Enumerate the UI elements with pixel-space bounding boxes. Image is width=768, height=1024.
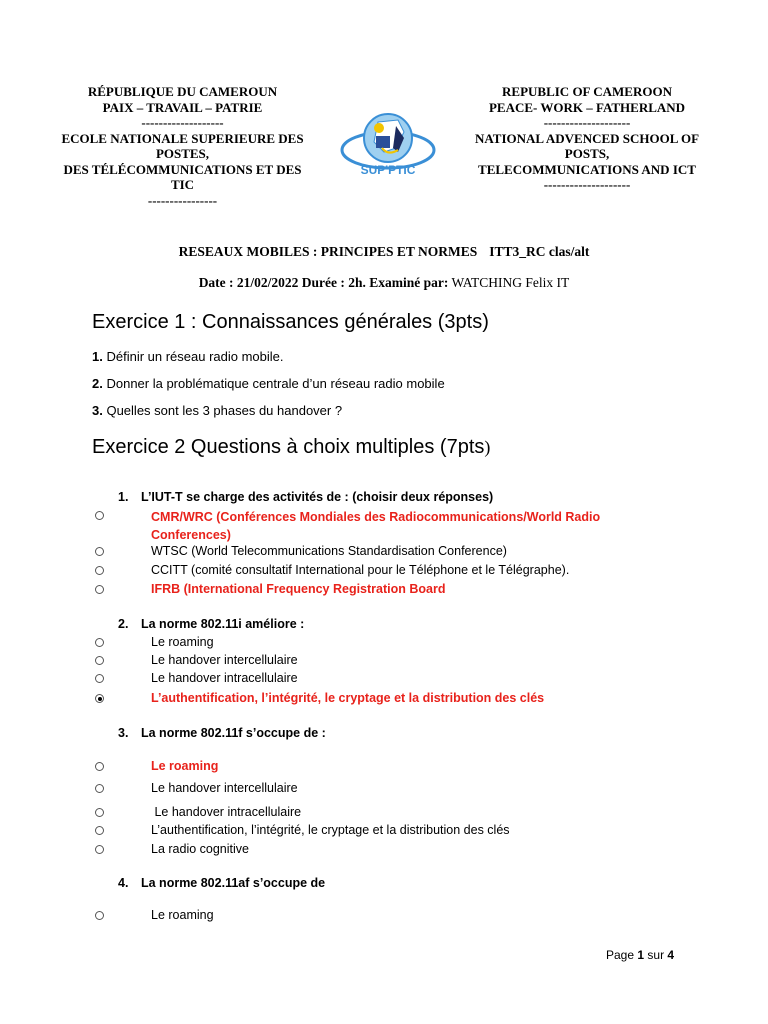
radio-button[interactable]	[95, 845, 104, 854]
course-title-line	[0, 244, 768, 260]
option-text: Le roaming	[151, 908, 214, 922]
radio-button[interactable]	[95, 585, 104, 594]
question-number: 4.	[118, 876, 129, 890]
radio-button[interactable]	[95, 511, 104, 520]
course-code: ITT3_RC clas/alt	[489, 244, 590, 259]
radio-button[interactable]	[95, 808, 104, 817]
question-number: 1.	[92, 349, 103, 364]
school-logo	[338, 108, 438, 182]
header-left-line: TIC	[170, 177, 195, 192]
page-total: 4	[667, 948, 675, 962]
course-title: RESEAUX MOBILES : PRINCIPES ET NORMES	[178, 244, 478, 259]
header-right-line: PEACE- WORK – FATHERLAND	[488, 99, 686, 115]
option-text: IFRB (International Frequency Registration Board	[151, 582, 446, 596]
option-text: La radio cognitive	[151, 842, 249, 856]
header-right-line: POSTS,	[564, 146, 610, 161]
header-right-line: REPUBLIC OF CAMEROON	[502, 84, 672, 99]
option-text: CCITT (comité consultatif International pour le Téléphone et le Télégraphe).	[151, 563, 570, 577]
question-text: Donner la problématique centrale d’un réseau radio mobile	[106, 376, 445, 391]
radio-button[interactable]	[95, 638, 104, 647]
header-left-line: POSTES,	[155, 146, 210, 161]
option-text: Le handover intercellulaire	[151, 653, 298, 667]
school-logo-icon	[338, 108, 438, 182]
question-number: 2.	[92, 376, 103, 391]
question-number: 2.	[118, 617, 129, 631]
question-text: La norme 802.11f s’occupe de :	[141, 726, 326, 740]
exercise1-question	[92, 349, 284, 364]
header-left-separator: -------------------	[141, 115, 224, 130]
page-current: 1	[637, 948, 645, 962]
exercise1-title: Exercice 1 : Connaissances générales (3pts)	[92, 311, 489, 333]
radio-button[interactable]	[95, 547, 104, 556]
header-right-line: TELECOMMUNICATIONS AND ICT	[478, 161, 696, 177]
option-text: Le handover intercellulaire	[151, 781, 298, 795]
exercise1-question	[92, 403, 342, 418]
question-text: L’IUT-T se charge des activités de : (choisir deux réponses)	[141, 490, 494, 504]
option-text: L’authentification, l’intégrité, le cryptage et la distribution des clés	[151, 823, 510, 837]
exercise2-title	[92, 436, 490, 459]
radio-button[interactable]	[95, 566, 104, 575]
question-text: Quelles sont les 3 phases du handover ?	[106, 403, 343, 418]
option-text: CMR/WRC (Conférences Mondiales des Radiocommunications/World Radio Conferences)	[151, 510, 601, 542]
page-footer	[606, 948, 674, 962]
question-text: Définir un réseau radio mobile.	[106, 349, 284, 364]
mcq-question	[118, 490, 493, 504]
question-number: 3.	[118, 726, 129, 740]
header-left-line: PAIX – TRAVAIL – PATRIE	[102, 99, 263, 115]
header-right-separator: --------------------	[543, 115, 631, 130]
option-text: WTSC (World Telecommunications Standardisation Conference)	[151, 544, 507, 558]
question-number: 3.	[92, 403, 103, 418]
radio-button[interactable]	[95, 762, 104, 771]
radio-button-selected[interactable]	[95, 694, 104, 703]
exam-info-line	[0, 275, 768, 291]
option-text: Le handover intracellulaire	[151, 805, 302, 819]
header-left-line: DES TÉLÉCOMMUNICATIONS ET DES	[63, 161, 302, 177]
mcq-question	[118, 876, 325, 890]
header-right-line: NATIONAL ADVENCED SCHOOL OF	[474, 130, 700, 146]
option-text: Le roaming	[151, 635, 214, 649]
option-text: Le roaming	[151, 759, 219, 773]
header-right	[452, 84, 722, 193]
radio-button[interactable]	[95, 784, 104, 793]
exercise2-title-text: Exercice 2 Questions à choix multiples (7pts	[92, 436, 485, 458]
radio-button[interactable]	[95, 674, 104, 683]
question-number: 1.	[118, 490, 129, 504]
header-left-line: ECOLE NATIONALE SUPERIEURE DES	[61, 130, 304, 146]
mcq-question	[118, 726, 326, 740]
radio-button[interactable]	[95, 911, 104, 920]
page-label: Page	[606, 948, 635, 962]
option-text: Le handover intracellulaire	[151, 671, 298, 685]
header-right-separator: --------------------	[543, 177, 631, 192]
header-left-separator: ----------------	[147, 192, 218, 208]
header-left-line: RÉPUBLIQUE DU CAMEROUN	[87, 84, 278, 99]
page-of-label: sur	[647, 948, 665, 962]
question-text: La norme 802.11af s’occupe de	[141, 876, 326, 890]
examiner-name: WATCHING Felix IT	[451, 275, 570, 290]
exam-date-label: Date : 21/02/2022 Durée : 2h. Examiné par:	[198, 275, 449, 290]
exercise1-question	[92, 376, 445, 391]
exercise2-title-paren: )	[484, 437, 491, 457]
option-text: L’authentification, l’intégrité, le cryptage et la distribution des clés	[151, 691, 545, 705]
mcq-question	[118, 617, 304, 631]
radio-button[interactable]	[95, 656, 104, 665]
logo-text: SUP'PTIC	[360, 163, 416, 177]
header-left	[40, 84, 325, 208]
radio-button[interactable]	[95, 826, 104, 835]
question-text: La norme 802.11i améliore :	[141, 617, 305, 631]
